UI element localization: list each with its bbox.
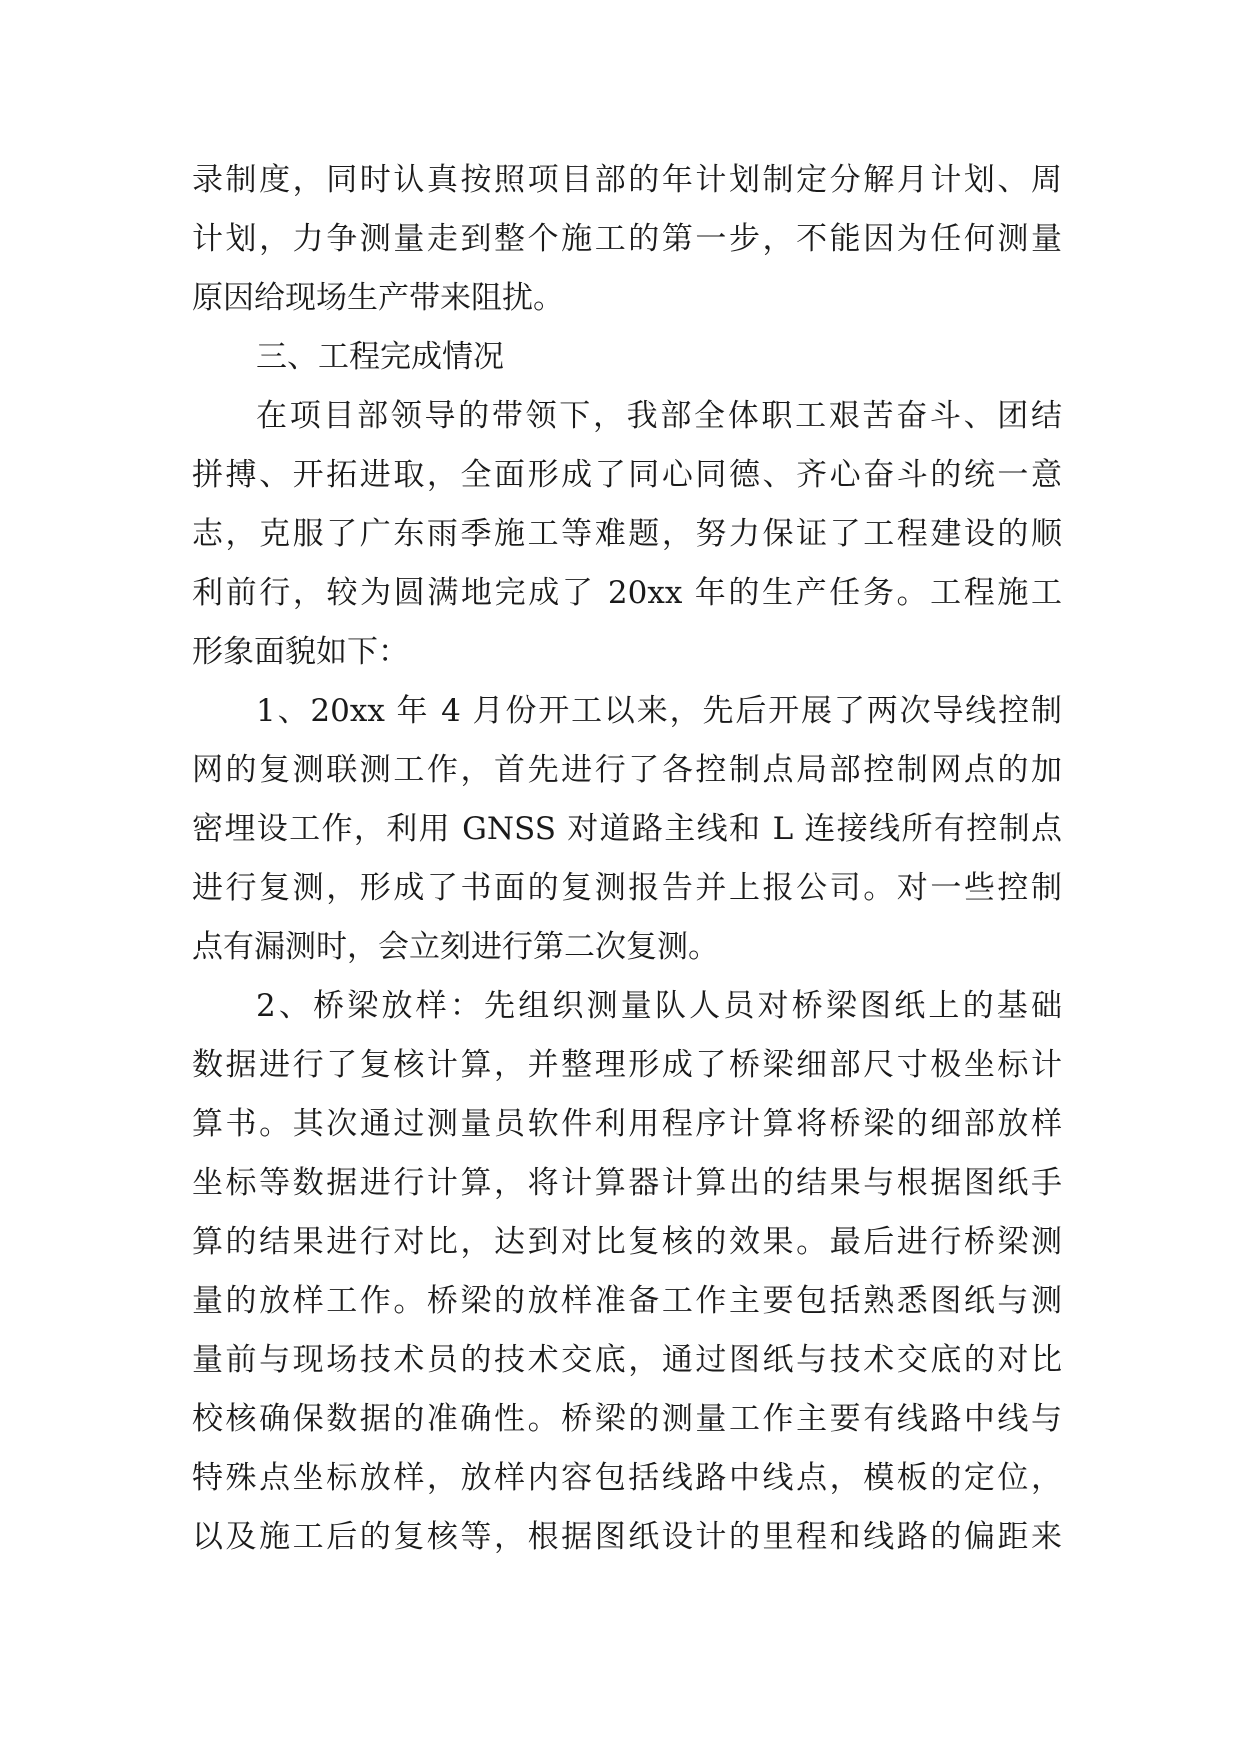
paragraph-line: 录制度，同时认真按照项目部的年计划制定分解月计划、周 xyxy=(192,162,1062,198)
paragraph-line: 形象面貌如下： xyxy=(192,634,409,670)
paragraph-line: 1、20xx 年 4 月份开工以来，先后开展了两次导线控制 xyxy=(256,693,1062,729)
paragraph-line: 进行复测，形成了书面的复测报告并上报公司。对一些控制 xyxy=(192,870,1062,906)
paragraph-line: 校核确保数据的准确性。桥梁的测量工作主要有线路中线与 xyxy=(192,1401,1062,1437)
section-heading: 三、工程完成情况 xyxy=(256,339,504,375)
paragraph-line: 点有漏测时，会立刻进行第二次复测。 xyxy=(192,929,719,965)
paragraph-line: 志，克服了广东雨季施工等难题，努力保证了工程建设的顺 xyxy=(192,516,1062,552)
paragraph-line: 利前行，较为圆满地完成了 20xx 年的生产任务。工程施工 xyxy=(192,575,1062,611)
paragraph-line: 算的结果进行对比，达到对比复核的效果。最后进行桥梁测 xyxy=(192,1224,1062,1260)
paragraph-line: 特殊点坐标放样，放样内容包括线路中线点，模板的定位， xyxy=(192,1460,1062,1496)
paragraph-line: 在项目部领导的带领下，我部全体职工艰苦奋斗、团结 xyxy=(256,398,1062,434)
paragraph-line: 量的放样工作。桥梁的放样准备工作主要包括熟悉图纸与测 xyxy=(192,1283,1062,1319)
paragraph-line: 数据进行了复核计算，并整理形成了桥梁细部尺寸极坐标计 xyxy=(192,1047,1062,1083)
paragraph-line: 密埋设工作，利用 GNSS 对道路主线和 L 连接线所有控制点 xyxy=(192,811,1062,847)
paragraph-line: 坐标等数据进行计算，将计算器计算出的结果与根据图纸手 xyxy=(192,1165,1062,1201)
paragraph-line: 网的复测联测工作，首先进行了各控制点局部控制网点的加 xyxy=(192,752,1062,788)
paragraph-line: 以及施工后的复核等，根据图纸设计的里程和线路的偏距来 xyxy=(192,1519,1062,1555)
paragraph-line: 2、桥梁放样：先组织测量队人员对桥梁图纸上的基础 xyxy=(256,988,1062,1024)
paragraph-line: 算书。其次通过测量员软件利用程序计算将桥梁的细部放样 xyxy=(192,1106,1062,1142)
paragraph-line: 原因给现场生产带来阻扰。 xyxy=(192,280,564,316)
paragraph-line: 拼搏、开拓进取，全面形成了同心同德、齐心奋斗的统一意 xyxy=(192,457,1062,493)
paragraph-line: 量前与现场技术员的技术交底，通过图纸与技术交底的对比 xyxy=(192,1342,1062,1378)
paragraph-line: 计划，力争测量走到整个施工的第一步，不能因为任何测量 xyxy=(192,221,1062,257)
